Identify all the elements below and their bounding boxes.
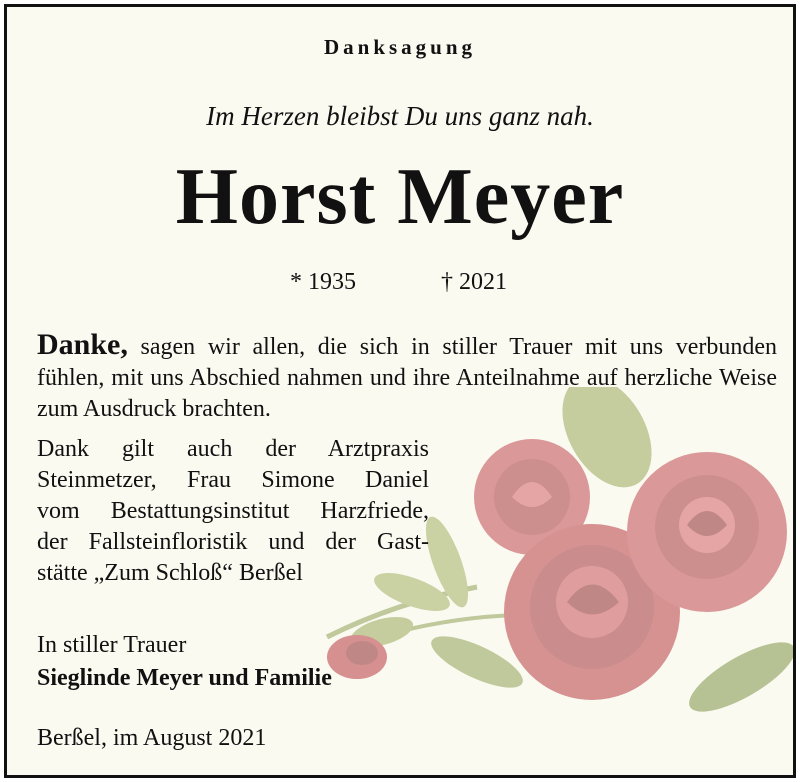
acknowledgement-line: der Fallsteinfloristik und der Gast-	[37, 529, 429, 555]
acknowledgement-line: stätte „Zum Schloß“ Berßel	[37, 560, 303, 586]
acknowledgement-line: vom Bestattungsinstitut Harzfriede,	[37, 498, 429, 524]
death-year: † 2021	[441, 269, 507, 295]
thanks-paragraph	[37, 329, 777, 425]
family-signature: Sieglinde Meyer und Familie	[37, 665, 332, 691]
mourning-block	[37, 629, 332, 695]
thanks-lead: Danke,	[37, 328, 128, 361]
acknowledgement-line: Dank gilt auch der Arztpraxis	[37, 436, 429, 462]
heading: Danksagung	[323, 35, 477, 59]
mourning-line: In stiller Trauer	[37, 632, 187, 658]
obituary-card	[4, 4, 796, 778]
thanks-text: sagen wir allen, die sich in stiller Trauer mit uns verbunden fühlen, mit uns Abschied nahmen und ihre Anteilnahme auf herzliche Weise zum Ausdruck brachten.	[37, 334, 777, 422]
acknowledgement-line: Steinmetzer, Frau Simone Daniel	[37, 467, 429, 493]
place-date: Berßel, im August 2021	[37, 725, 267, 751]
birth-year: * 1935	[290, 269, 356, 295]
acknowledgement-list	[37, 434, 429, 589]
deceased-name: Horst Meyer	[175, 153, 625, 241]
motto: Im Herzen bleibst Du uns ganz nah.	[206, 101, 594, 131]
